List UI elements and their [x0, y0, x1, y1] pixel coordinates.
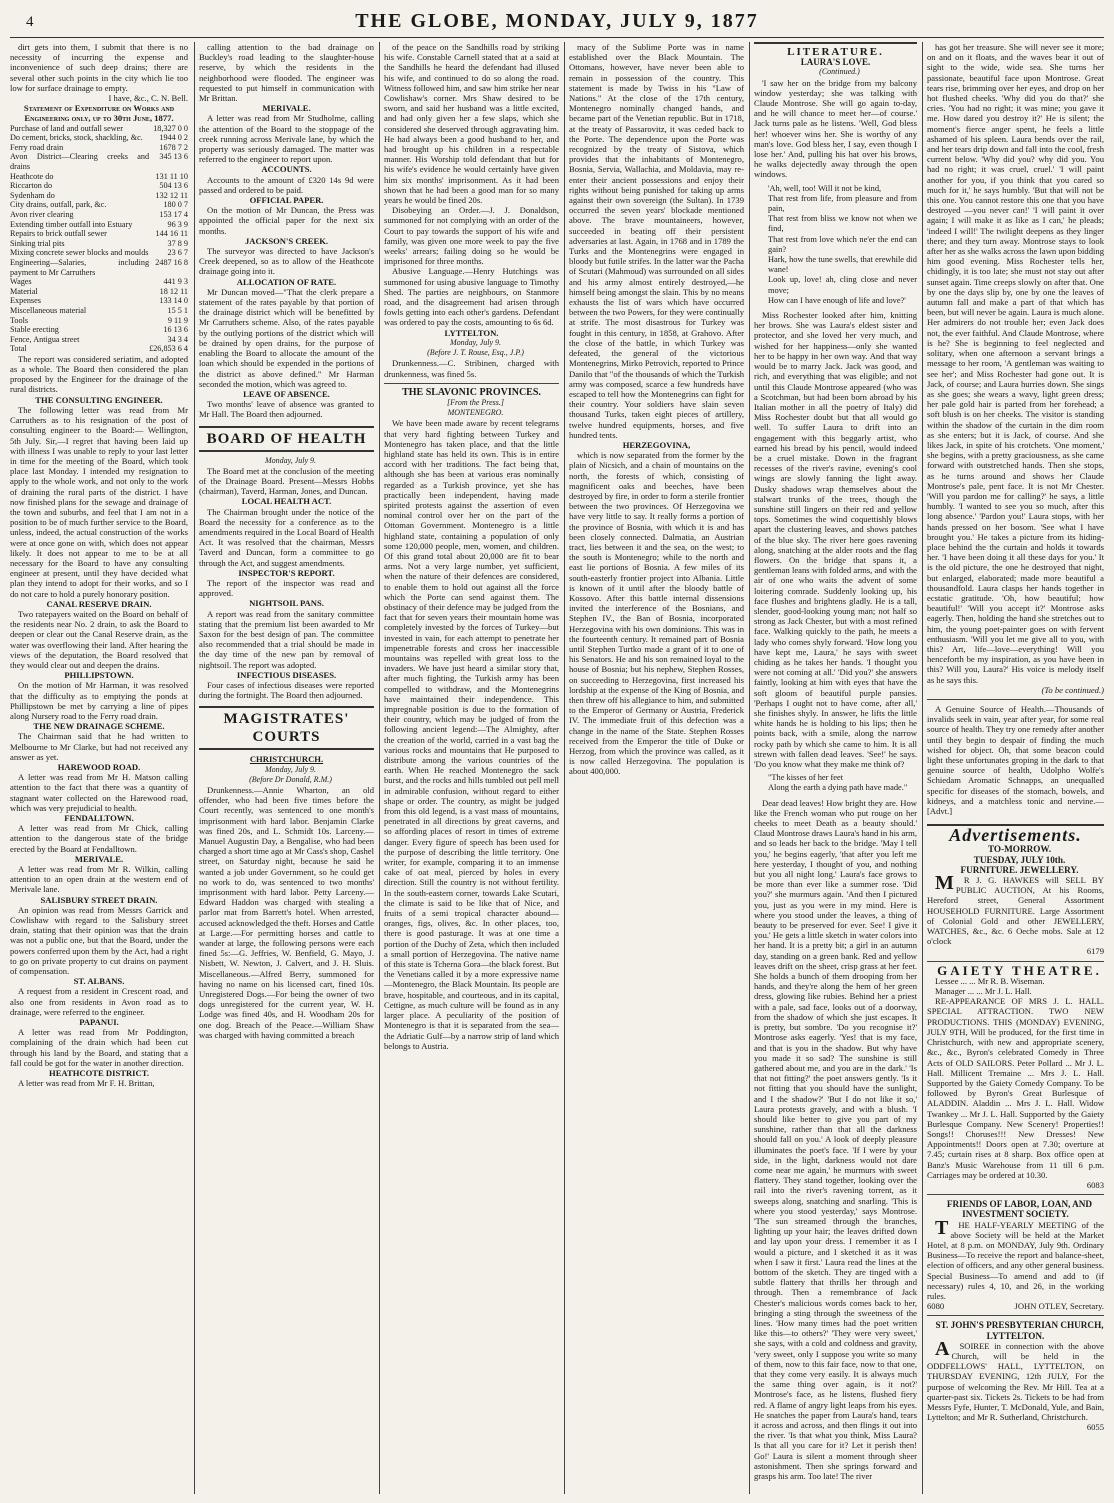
table-row [10, 229, 188, 239]
table-cell-value: 131 11 10 [155, 171, 188, 181]
article-text: We have been made aware by recent telegrams that very hard fighting between Turkey and Montenegro has taken place, and that the little highland state has held its own. This is in entire accord with her traditions. The fact being that, although she has been at various eras nominally regarded as a Turkish province, yet she has practically been independent, having made spirited protests against the assertion of even nominal control over her on the part of the Ottoman Government. Montenegro is a little highland state, containing a population of only some 120,000 people, men, women, and children. Of this grand total about 20,000 are fit to bear arms. Not a very large number, yet sufficient, when the nature of their defences are considered, to enable them to hold out against all the force which the Porte can send against them. The obstinacy of their defence may be judged from the fact that for seven years their mountain home was completely invested by the forces of Turkey—but invested in vain, for each attempt to penetrate her impenetrable forests and cross her inaccessible mountains was repelled with great loss to the invaders. We have just heard a similar story that, after much fighting, the Turkish army has been compelled to withdraw, and the Montenegrins have maintained their independence. This impregnable position is due to the formation of their country, which may be judged of from the following ancient legend:—The Almighty, after the creation of the world, carried in a vast bag the various rocks and mountains that He purposed to distribute among the various countries of the earth. When He reached Montenegro the sack burst, and the rocks and hills tumbled out pell mell in admirable confusion, without regard to either shape or order. The country, as might be judged from this old legend, is a vast mass of mountains, penetrated in all directions by great caverns, and so affording places of resort in times of extreme danger. Every figure of speech has been used for the purpose of describing the little territory. One writer, for example, comparing it to an immense cake of oat meal, pierced by holes in every direction. Still the country is not without fertility. In the south-eastern corner, towards Lake Scutari, the climate is said to be like that of Nice, and fruits of a semi tropical character abound—oranges, figs, olives, &c. In other places, too, there is good pasturage. It was at one time a portion of the Duchy of Zeta, which then included a small portion of Herzegovina. The native name of this state is Tcherna Gora—the black forest. But the Venetians called it by a more expressive name—Montenegro, the Black Mountain. Its people are brave, hospitable, and courteous, and in its capital, Cettigne, as much culture will be found as in any larger place. A peculiarity of the position of Montenegro is that it is separated from the sea—the Adriatic Gulf—by a narrow strip of land which belongs to Austria. [384, 418, 559, 1051]
section-heading: CANAL RESERVE DRAIN. [46, 598, 152, 609]
table-cell-value: 345 13 6 [159, 152, 188, 162]
advert-number: 6055 [1086, 1422, 1104, 1433]
advert-text: A Genuine Source of Health.—Thousands of invalids seek in vain, year after year, for some real source of health. They try one remedy after another until they begin to despair of finding the much wished for object. Oh, that some beacon could light these unfortunates groping in the dark to that genuine source of health, Udolpho Wolfe's Schiedam Aromatic Schnapps, an unequalled specific for diseases of the stomach, bowels, and kidneys, and a matchless tonic and nervine.—[Advt.] [927, 704, 1104, 817]
poem-verse [768, 773, 917, 793]
article-text: Four cases of infectious diseases were reported during the fortnight. The Board then adjourned. [199, 679, 374, 701]
table-row [10, 152, 188, 171]
statement-title: Statement of Expenditure on Works and Engineering only, up to 30th June, 1877. [23, 103, 175, 124]
table-row [10, 172, 188, 182]
article-text: Abusive Language.—Henry Hutchings was summoned for using abusive language to Timothy Shed. The parties are neighbours, on Stanmore road, and the disagreement had arisen through fowls getting into each other's gardens. Defendant was ordered to pay the costs, amounting to 6s 6d. [384, 266, 559, 328]
masthead-rule [10, 37, 1104, 38]
verse-line: Along the earth a dying path have made." [768, 783, 908, 793]
table-cell-label: Engineering—Salaries, including payment to Mr Carruthers [10, 257, 150, 277]
advert-heading: TUESDAY, JULY 10th. [973, 854, 1066, 865]
section-heading: THE CONSULTING ENGINEER. [35, 394, 163, 405]
table-cell-label: Expenses [10, 296, 41, 306]
verse-line: "The kisses of her feet [768, 773, 844, 783]
table-row [10, 124, 188, 134]
advert-title: GAIETY THEATRE. [937, 962, 1102, 978]
table-cell-label: Purchase of land and outfall sewer [10, 123, 123, 133]
column-divider [564, 42, 565, 1494]
table-row [10, 143, 188, 153]
article-text: dirt gets into them, I submit that there is no necessity of incurring the expense and inconvenience of such deep drains; there are several other such points in the city which lie too low for surface drainage to empty. [10, 42, 188, 93]
column-2 [199, 42, 374, 1494]
advert-text: RE-APPEARANCE OF MRS J. L. HALL. SPECIAL ATTRACTION. TWO NEW PRODUCTIONS. THIS (MONDAY) EVENING, JULY 9TH, Will be produced, for the first time in Christchurch, with new and appropriate scenery, &c., &c., Byron's celebrated Comedy in Three Acts of OLD SAILORS. Peter Pollard ... Mr J. L. Hall. Millicent Tremaine ... Mrs J. L. Hall. Supported by the Gaiety Comedy Company. To be followed by Byron's Great Burlesque of ALADDIN. Aladdin ... Mrs J. L. Hall. Widow Twankey ... Mr J. L. Hall. Supported by the Gaiety Burlesque Company. New Scenery! Properties!! Songs!! Choruses!!! New Dresses! New Appointments!! Doors open at 7.30; overture at 7.45; curtain rises at 8 sharp. Box office open at Banz's Music Warehouse from 11 till 6 p.m. Carriages may be ordered at 10.30. [927, 996, 1104, 1180]
advert-heading: FRIENDS OF LABOR, LOAN, AND INVESTMENT SOCIETY. [946, 1199, 1093, 1220]
page-number: 4 [26, 14, 34, 30]
table-row [10, 316, 188, 326]
table-cell-value: 1678 7 2 [159, 142, 188, 152]
table-cell-label: Avon river clearing [10, 209, 74, 219]
article-text: A letter was read from Mr F. H. Brittan, [18, 1078, 155, 1089]
article-text: Accounts to the amount of £320 14s 9d were passed and ordered to be paid. [199, 174, 374, 195]
article-text: The Board met at the conclusion of the meeting of the Drainage Board. Present—Messrs Hobbs (chairman), Taverd, Harman, Jones, and Duncan. [199, 465, 374, 497]
section-heading: ACCOUNTS. [261, 164, 312, 175]
table-cell-label: Heathcote do [10, 171, 54, 181]
section-heading: LYTTELTON. [444, 327, 499, 338]
slavonic-title: THE SLAVONIC PROVINCES. [402, 386, 541, 398]
table-cell-label: Mixing concrete sewer blocks and moulds [10, 248, 149, 258]
column-divider [749, 42, 750, 1494]
advert-number: 6179 [1086, 946, 1104, 957]
advert-signature: JOHN OTLEY, Secretary. [1014, 1301, 1104, 1312]
continued-note: (To be continued.) [1041, 684, 1104, 695]
section-heading: FENDALLTOWN. [64, 813, 134, 824]
table-cell-value: 132 12 11 [155, 190, 188, 200]
article-text: which is now separated from the former by the plain of Nicsich, and a chain of mountains on the north, the forests of which, consisting of magnificent oaks and beeches, have been destroyed by fire, in order to form a sterile frontier between the two provinces. Of Herzegovina we have very little to say. It really forms a portion of the province of Bosnia, with which it is and has been closely connected. Dalmatia, an Austrian tract, lies between it and the sea, on the west; to the south is Montenegro; while to the north and east lie portions of Bosnia. A few miles of its south-easterly frontier project into Albania. Little is known of it until after the bloody battle of Kossovo. After this battle internal dissensions invited the interference of the Bosnians, and Stephen IV., the Ban of Bosnia, incorporated Herzegovina with his own dominions. This was in the fourteenth century. It remained part of Bosnia until Stephen Turtko made a grant of it to one of his Senators. He and his son remained loyal to the house of Bosnia; but his nephew, Stephen Rosses, on succeeding to Herzegovina, first increased his lordship at the expense of the King of Bosnia, and then threw off his allegiance to him, and submitted to the Emperor of Germany or Austria, Frederick IV. The immediate fruit of this defection was a change in the name of the State. Stephen Rosses received from the Emperor the title of Duke or Herzog, from which the province was called, as it is now called Herzegovina. The population is about 400,000. [569, 450, 744, 777]
table-cell-label: Sinking trial pits [10, 238, 65, 248]
table-cell-label: Avon District—Clearing creeks and drains [10, 152, 150, 171]
article-text: On the motion of Mr Harman, it was resolved that the difficulty as to emptying the ponds at Phillipstown be met by carrying a line of pipes along Nursery road to the Ferry road drain. [10, 680, 188, 721]
table-row [10, 191, 188, 201]
table-row [10, 335, 188, 345]
article-text: Drunkenness.—C. Stribinen, charged with drunkenness, was fined 5s. [384, 358, 559, 379]
story-title: LAURA'S LOVE. [800, 57, 871, 68]
table-row [10, 306, 188, 316]
masthead [0, 8, 1114, 34]
separator [927, 699, 1104, 700]
table-cell-value: 37 8 9 [167, 238, 188, 248]
column-3 [384, 42, 559, 1494]
advert-text: MR J. G. HAWKES will SELL BY PUBLIC AUCTION, At his Rooms, Hereford street, General Assortment HOUSEHOLD FURNITURE. Large Assortment of Colonial Gold and other JEWELLERY, WATCHES, &c., &c. 6 Oeche mobs. Sale at 12 o'clock [927, 872, 1104, 947]
magistrates-courts-title: MAGISTRATES' COURTS [199, 706, 374, 750]
advert-line: Lessee ... ... Mr R. B. Wiseman. [935, 975, 1045, 986]
advert-number: 6083 [1086, 1179, 1104, 1190]
article-text: An opinion was read from Messrs Garrick and Cowlishaw with regard to the Salisbury street drain, stating that their opinion was that the drain was not a public one, but that the Board, under the powers conferred upon them by the Act, had a right to go on private property to cut drains on payment of compensation. [10, 904, 188, 977]
table-cell-value: 153 17 4 [159, 209, 188, 219]
verse-line: That rest from life, from pleasure and from pain, [768, 193, 917, 214]
table-cell-value: 34 3 4 [167, 334, 188, 344]
table-cell-label: Tools [10, 315, 29, 325]
table-cell-value: 23 6 7 [167, 248, 188, 258]
table-row [10, 239, 188, 249]
section-heading: MONTENEGRO. [447, 408, 504, 418]
table-cell-value: 16 13 6 [163, 325, 188, 335]
newspaper-title: THE GLOBE, MONDAY, JULY 9, 1877 [355, 10, 759, 32]
section-heading: MERIVALE. [74, 853, 124, 864]
article-text: A letter was read from Mr R. Wilkin, calling attention to an open drain at the western end of Merivale lane. [10, 864, 188, 895]
article-text: The following letter was read from Mr Carruthers as to his resignation of the post of consulting engineer to the Board:— Wellington, 5th July. Sir,—I regret that having been laid up with illness I was unable to reply to your last letter in time for the meeting of the Board, which took place last Monday. I intended my resignation to apply to the whole work, and not only to the work of draining the rural parts of the district. I have now finished plans for the sewage and drainage of the town and suburbs, and feel that I am not in a position to be of much further service to the Board, unless, indeed, the actual construction of the works were at once gone on with, which does not appear likely. It does not appear to me to be at all necessary for the Board to have any consulting engineer at present, until they have decided what plan they intend to adopt for their works, and so I do not care to hold a purely honorary position. [10, 404, 188, 599]
advert-footer [927, 1301, 1104, 1311]
section-heading: HERZEGOVINA, [622, 439, 691, 450]
article-text: calling attention to the bad drainage on Buckley's road leading to the slaughter-house reserve, by which the residents in the neighborhood were flooded. The engineer was requested to put himself in communication with Mr Brittan. [199, 42, 374, 104]
date-line: Monday, July 9. [264, 764, 317, 774]
article-text: 'I saw her on the bridge from my balcony window yesterday; she was talking with Claude Montrose. She will go again to-day, and he will chance to meet her—of course.' Jack turns pale as he listens. 'Well, God bless her! whoever wins her. She is worthy of any man's love. God bless her, I say, even though I lose her.' And, pulling his hat over his brows, he walks dejectedly away through the open windows. [754, 77, 917, 180]
verse-line: How can I have enough of life and love?' [768, 295, 906, 305]
column-6 [927, 42, 1104, 1494]
advert-number: 6080 [927, 1301, 945, 1312]
section-heading: CHRISTCHURCH. [249, 754, 324, 765]
table-cell-label: Miscellaneous material [10, 305, 87, 315]
table-cell-value: 441 9 3 [163, 277, 188, 287]
article-text: Two ratepayers waited on the Board on behalf of the residents near No. 2 drain, to ask the Board to deepen or clear out the Canal Reserve drain, as the water was overflowing their land. After hearing the views of the deputation, the Board resolved that they would clear out and deepen the drains. [10, 608, 188, 670]
expenditure-table [10, 124, 188, 354]
table-cell-value: 15 5 1 [167, 305, 188, 315]
section-heading: LEAVE OF ABSENCE. [243, 388, 330, 399]
article-text: macy of the Sublime Porte was in name established over the Black Mountain. The Ottomans, however, have never been able to remain in possession of the country. This statement is made by Twiss in his "Law of Nations." At the close of the 17th century, Montenegro nominally changed hands, and became part of the Venetian republic. But in 1718, at the treaty of Passarovitz, it was ceded back to the Porte. The dependence upon the Porte was recognized by the treaty of Sistova, which provides that the inhabitants of Montenegro, Bosnia, Servia, Wallachia, and Moldavia, may re-enter their ancient possessions and enjoy their rights without being punished for taking up arms against their own sovereign (the Sultan). In 1739 occurred the seven years' blockade mentioned above. The brave mountaineers, however, succeeded in beating off their persistent adversaries at last. Again, in 1768 and in 1789 the Turks and the Montenegrins were engaged in bloody but futile strifes. In the latter war the Pacha of Scutari (Mahmoud) was surrounded on all sides and his army almost entirely destroyed,—he himself being amongst the slain. This by no means exhausts the list of wars which have occurred between the two Powers, for they were continually at strife. The most disastrous for Turkey was fought in this century, in 1858, at Grahovo. After the close of the battle, in which Turkey was defeated, the general of the victorious Montenegrins, Mirko Petrovich, reported to Prince Danilo that "of the thousands of which the Turkish army was composed, scarce a few hundreds have escaped to tell how the Montenegrins can fight for their country. Your soldiers have slain seven thousand Turks, taken eight pieces of artillery, twelve hundred equipments, horses, and five hundred tents. [569, 42, 744, 440]
column-1 [10, 42, 188, 1494]
verse-line: Look up, love! ah, cling close and never move; [768, 275, 917, 295]
table-row [10, 248, 188, 258]
column-divider [922, 42, 923, 1494]
article-text: The report was considered seriatim, and adopted as a whole. The Board then considered the plan proposed by the Engineer for the drainage of the rural districts. [10, 353, 188, 395]
table-row [10, 133, 188, 143]
separator [927, 961, 1104, 962]
table-row [10, 277, 188, 287]
section-heading: THE NEW DRAINAGE SCHEME. [33, 721, 165, 732]
table-cell-value: 1944 0 2 [159, 133, 188, 143]
separator [927, 1194, 1104, 1195]
article-text: Dear dead leaves! How bright they are. How like the French woman who put rouge on her cheeks to meet Death as a beauty should.' Claud Montrose draws Laura's hand in his arm, and so leads her back to the bridge. 'May I tell you,' he begins eagerly, 'that after you left me here yesterday, I thought of you, and nothing but you all night long.' Laura's face grows to be more than ever like a summer rose. 'Did you?' she murmurs again. 'And then I pictured you, just as you were in my mind. Here is where you stood under the leaves, a thing of beauty to be preserved for ever. See! I give it you.' He gets a little sketch in water colors into her hand. It is a pretty bit; a girl in an autumn day, standing on a green bank. Red and yellow leaves drift on the sheet, crisp grass at her feet. She holds a bunch of them drooping from her hands, and they're along the hem of her green dress, glowing like rubies. Behind her a priest with a pale, sad face, looks out of a doorway, from the shadow of which she just escapes. It is pretty, but sombre. 'Do you recognise it?' Montrose asks eagerly. 'Yes! that is my face, and that is you in the shadow. But why have you made it so sad? The sunshine is still gathered about me, and you are in the dark.' 'Is that not fitting?' the poet answers gently. 'Is it not fitting that you should have the sunlight, and I the shadow?' 'But I do not like it so,' Laura protests gravely, and with a blush. 'I should like better to give you part of my sunshine, rather than that all the darkness should fall on you.' A look of deeply pleasure illuminates the poet's face. 'If I were by your side, in the light, darkness would not dare come near me again,' he murmurs with sweet flattery. They stand together, looking over the rail into the river's ravening torrent, as it sweeps along, snatching and snarling. 'This is where you stood yesterday,' says Montrose. 'The sun streamed through the branches, lighting up your hair; the leaves drifted down and lay upon your dress. I remember it as I would a picture, and I sketched it as it was when I saw it first.' Laura read the lines at the bottom of the sketch. They are tinged with a subtle flattery that thrills her through and through. Then a remembrance of Jack Chester's malicious words comes back to her, bringing a sting through the sweetness of the lines. 'How many times had the poet written like this—to others?' 'They were very sweet,' she says, with a cold and coldness and gravity, 'very sweet, only I suppose you write so many of them, now to this fair face, now to that one, that they come very easily. It is always much the same thing over again, is it not?' Montrose's face, as he listens, flushed fiery red. A flame of angry light leaps from his eyes. He snatches the paper from Laura's hand, tears it across and across, and then flings it out into the river. 'Is that what you think, Miss Laura? Is that all you care for it? Let it perish then! Go!' Laura is silent a moment through sheer astonishment. Then she springs forward and grasps his arm. Too late! The river [754, 797, 917, 1482]
section-heading: INSPECTOR'S REPORT. [238, 567, 335, 578]
literature-heading: LITERATURE. [754, 42, 917, 57]
advert-text: THE HALF-YEARLY MEETING of the above Society will be held at the Market Hotel, at 8 p.m. on MONDAY, July 9th. Ordinary Business—To receive the report and balance-sheet, election of officers, and any other general business. Special Business—To amend and add to (if necessary) rules 4, 10, and 26, in the working rules. [927, 1216, 1104, 1301]
table-row [10, 220, 188, 230]
article-text: Miss Rochester looked after him, knitting her brows. She was Laura's eldest sister and protector, and she loved her very much, and wished for her happiness—only she wanted her to be happy in her own way. And that way would be to marry Jack. Jack was good, and rich, and everything that was eligible; and not until this Claude Montrose appeared (who was a Scotchman, but had been born abroad by his Italian mother in all the poetry of Italy) did Miss Rochester doubt but that all would go well. To suffer Laura to drift into an engagement with this beggarly artist, who earned his bread by his pencil, would indeed be a cruel mistake. Down in the fragrant recesses of the river's ravine, evening's cool wings are slowly fanning the light away. Dusky shadows wrap themselves about the stalwart trunks of the trees, though the sunshine still lingers on their red and yellow tops. Sometimes the wind coquettishly blows apart the clustering leaves, and shows patches of the blue sky. The river here goes ravening along, snatching at the alder roots and the flag flowers. On the bridge that spans it, a gentleman leans with folded arms, and with the air of one who waits the advent of some loitering comrade. Suddenly looking up, his face flushes and brightens gladly. He is a tall, slender, good-looking young man; not half so strong as Jack Chester, but with a most refined face. Walking quickly to the path, he meets a lady who comes shyly forward. 'How long you have kept me, Laura,' he says with sweet chiding as he takes her hands. 'I thought you were not coming at all.' 'Did you?' she answers faintly, looking at him with eyes that have the soft gloom of beautiful purple pansies. 'Perhaps I ought not to have come, after all,' she finishes shyly. In answer, he lifts the little white hands he is holding to his lips; then he points back, with a smile, along the narrow rocky path by which she came to him. It is all strewn with fallen dead leaves. 'See!' he says. 'Do you know what they make me think of? [754, 310, 917, 770]
column-4 [569, 42, 744, 1494]
table-cell-label: Stable erecting [10, 325, 59, 335]
article-text: Disobeying an Order.—J. J. Donaldson, summoned for not complying with an order of the Court to pay towards the support of his wife and family, was given one more week to pay the five weeks' arrears; failing doing so he would be imprisoned for three months. [384, 205, 559, 267]
article-text: The Chairman brought under the notice of the Board the necessity for a conference as to the amendments required in the Local Board of Health Act. It was resolved that the chairman, Messrs Taverd and Duncan, form a committee to go through the Act, and suggest amendments. [199, 506, 374, 568]
advert-heading: ST. JOHN'S PRESBYTERIAN CHURCH, LYTTELTON. [935, 1320, 1104, 1341]
section-heading: SALISBURY STREET DRAIN. [40, 894, 158, 905]
table-cell-label: Repairs to brick outfall sewer [10, 229, 107, 239]
article-text: A request from a resident in Crescent road, and also one from residents in Avon road as to drainage, were referred to the engineer. [10, 986, 188, 1017]
table-cell-value: 18 12 11 [159, 286, 188, 296]
article-text: A letter was read from Mr Chick, calling attention to the dangerous state of the bridge erected by the Board at Fendalltown. [10, 823, 188, 854]
table-row [10, 181, 188, 191]
article-text: A report was read from the sanitary committee stating that the premium list been awarded to Mr Saxon for the best design of pan. The committee also recommended that a trial should be made in the day time of the new pan by removal of nightsoil. The report was adopted. [199, 608, 374, 670]
table-cell-value: 9 11 9 [167, 315, 188, 325]
table-row [10, 296, 188, 306]
table-cell-value: 180 0 7 [163, 200, 188, 210]
poem-verse [768, 184, 917, 306]
table-row [10, 210, 188, 220]
advert-heading: FURNITURE. JEWELLERY. [960, 864, 1079, 875]
table-cell-label: Total [10, 344, 27, 354]
board-of-health-title: BOARD OF HEALTH [199, 426, 374, 452]
table-cell-value: £26,853 6 4 [149, 344, 188, 354]
article-text: A letter was read from Mr Studholme, calling the attention of the Board to the stoppage of the creek running across Merivale lane, by which the property was seriously damaged. The matter was referred to the engineer to report upon. [199, 113, 374, 165]
date-line: Monday, July 9. [264, 455, 317, 465]
column-divider [379, 42, 380, 1494]
separator [384, 383, 559, 384]
article-text: The report of the inspector was read and approved. [199, 577, 374, 599]
verse-line: That rest from love which ne'er the end can gain? [768, 234, 917, 254]
table-cell-label: Material [10, 286, 38, 296]
table-cell-label: Do cement, bricks, stock, shackling, &c. [10, 133, 143, 143]
article-text: Drunkenness.—Annie Wharton, an old offender, who had been five times before the Court recently, was sentenced to one month's imprisonment with hard labor. Benjamin Clarke was fined 20s, and L. Schmidt 10s. Larceny.—Manuel Augustin Day, a Bengalise, who had been charged a short time ago at Mr Cass's shop, Cashel street, on Saturday night, because he said he wanted a job under Government, so he could get no work to do, was sentenced to two months' imprisonment with hard labor. Petty Larceny.—Edward Haddon was charged with stealing a parlor mat from Barrett's hotel. When arrested, accused acknowledged the theft. Horses and Cattle at Large.—For permitting horses and cattle to wander at large, the following persons were each fined 5s:—G. Jeffries, W. Benfield, G. Mayo, J. Nisbett, W. Newton, J. Calvert, and J. H. Sluis. Miscellaneous.—Alfred Berry, summoned for having no name on his licensed cart, fined 10s. Unregistered Dogs.—For being the owner of two dogs unregistered for the current year, W. H. Lodge was fined 40s, and H. Woodham 20s for one dog. Breach of the Peace.—William Shaw was charged with having committed a breach [199, 785, 374, 1040]
advert-line: Manager ... ... Mr J. L. Hall. [935, 986, 1032, 997]
article-text: The Chairman said that he had written to Melbourne to Mr Clarke, but had not received any answer as yet. [10, 731, 188, 762]
verse-line: That rest from bliss we know not when we find, [768, 214, 917, 234]
table-cell-value: 144 16 11 [155, 229, 188, 239]
article-text: On the motion of Mr Duncan, the Press was appointed the official paper for the next six months. [199, 205, 374, 236]
table-row [10, 287, 188, 297]
column-divider [194, 42, 195, 1494]
table-cell-value: 2487 16 8 [155, 257, 188, 267]
verse-line: Hark, how the tune swells, that erewhile did wane! [768, 255, 917, 275]
article-text: Mr Duncan moved—"That the clerk prepare a statement of the rates payable by that portion of the drainage district which will be benefitted by Mr Carruthers scheme. Also, of the rates payable by the outlying portions of the district which will be drained by open drains, for the purpose of enabling the Board to allocate the amount of the loan which should be expended in the portions of the district as above defined." Mr Harman seconded the motion, which was agreed to. [199, 286, 374, 389]
advert-heading: TO-MORROW. [987, 844, 1052, 855]
article-text: of the peace on the Sandhills road by striking his wife. Constable Carnell stated that at a said at the Sandhills he heard the defendant had illused his wife, and continued to do so along the road. Witness followed him, and saw him strike her near Cowlishaw's corner. Mrs Shaw desired to be sworn, and said her husband was a little excited, and had only given her a few slaps, which she considered she deserved through aggravating him. He had always been a good husband to her, and had brought up his children in a respectable manner. His Worship told defendant that but for his wife's evidence he would certainly have given him six months' imprisonment. As it had been shown that he had been a good man for so many years he would be fined 20s. [384, 42, 559, 206]
section-heading: NIGHTSOIL PANS. [249, 598, 324, 609]
table-cell-label: Sydenham do [10, 190, 55, 200]
section-heading: JACKSON'S CREEK. [244, 235, 329, 246]
section-heading: PAPANUI. [79, 1017, 119, 1028]
source-line: [From the Press.] [447, 397, 504, 407]
advertisements-heading: Advertisements. [927, 824, 1104, 840]
table-cell-label: City drains, outfall, park, &c. [10, 200, 107, 210]
advert-text: ASOIREE in connection with the above Church, will be held in the ODDFELLOWS' HALL, LYTTELTON, on THURSDAY EVENING, 12th JULY, For the purpose of welcoming the Rev. Mr Hill. Tea at a quarter-past six. Tickets 2s. Tickets to be had from Messrs Fyfe, Hunter, T. McDonald, Yule, and Bain, Lyttelton; and Mr R. Sutherland, Christchurch. [927, 1337, 1104, 1423]
section-heading: LOCAL HEALTH ACT. [241, 496, 332, 507]
section-heading: HEATHCOTE DISTRICT. [49, 1068, 149, 1079]
section-heading: ALLOCATION OF RATE. [236, 276, 337, 287]
continued-note: (Continued.) [819, 67, 860, 77]
table-row [10, 325, 188, 335]
table-cell-label: Fence, Antigua street [10, 334, 80, 344]
before-line: (Before J. T. Rouse, Esq., J.P.) [427, 348, 524, 358]
table-cell-label: Ferry road drain [10, 142, 64, 152]
section-heading: HAREWOOD ROAD. [57, 762, 141, 772]
article-text: A letter was read from Mr Poddington, complaining of the drain which had been cut through his land by the Board, and stating that a fall could be got for the water in another direction. [10, 1027, 188, 1068]
table-cell-value: 504 13 6 [159, 181, 188, 191]
signature: I have, &c., C. N. Bell. [108, 93, 188, 104]
table-row [10, 344, 188, 354]
section-heading: ST. ALBANS. [73, 976, 125, 987]
section-heading: OFFICIAL PAPER. [249, 195, 324, 206]
date-line: Monday, July 9. [449, 337, 502, 347]
article-text: The surveyor was directed to have Jackson's Creek deepened, so as to allow of the Heathcote drainage going into it. [199, 246, 374, 277]
table-cell-value: 96 3 9 [167, 219, 188, 229]
table-cell-label: Extending timber outfall into Estuary [10, 219, 133, 229]
separator [927, 1315, 1104, 1316]
section-heading: MERIVALE. [262, 103, 311, 114]
table-row [10, 258, 188, 277]
article-text: A letter was read from Mr H. Matson calling attention to the fact that there was a quantity of stagnant water collected on the Harewood road, which was very prejudicial to health. [10, 772, 188, 813]
verse-line: 'Ah, well, too! Will it not be kind, [768, 183, 882, 193]
section-heading: INFECTIOUS DISEASES. [236, 669, 337, 680]
article-text: Two months' leave of absence was granted to Mr Hall. The Board then adjourned. [199, 399, 374, 420]
article-text: has got her treasure. She will never see it more; on and on it floats, and the waves bear it out of sight to the wide, wide sea. She turns her passionate, beautiful face upon Montrose. Great tears rise, brimming over her eyes, and drop on her hot flushed cheeks. 'Why did you do that?' she cries. 'You had no right; it was mine; you gave it me. How dared you destroy it?' He is silent; the moment's fierce anger spent, he feels a little ashamed of his spleen. Laura bends over the rail, and her tears drip down and fall into the cool, fresh current below. 'Why did you? why did you. You had no right; it was cruel, cruel.' 'I will paint another for you, if you think that you cared so much for it,' he says humbly. 'But that will not be this one. You cannot restore this one that you have destroyed —you never can!' 'I will paint it over again; I will make it as like as I can,' he pleads; 'indeed I will!' The twilight deepens as they linger there; and they turn away. Montrose stays to look after her as she walks across the lawn upon bidding him good evening. Miss Rochester tells her, chidingly, it is too late; she must not stay out after sunset again. Time creeps slowly on after that. One by one the days slip by, one by one the leaves of autumn fall and make a part of that which has been, but will never be again. Laura is much alone. Her admirers do not trouble her; even Jack does not, the ever faithful. And Claude Montrose, where is he? She is beginning to feel neglected and solitary, when one afternoon a servant brings a message to her room, 'A gentleman was waiting to see her'; and Miss Rochester had gone out. It is Jack, of course; and Laura hurries down. She sings as she goes; she wears a wavy, light green dress; her pale gold hair is parted from her forehead; a soft blush is on her cheeks. The visitor is standing within the shadow of the curtain in the dim room as she enters; but it is Jack, of course. And she likes Jack, in spite of his crotchets. 'One moment,' she begins, with a pretty graciousness, as she came forward with outstretched hands. Then she stops, as he turns around and shows her Claude Montrose's pale, pent face. It is not Mr Chester. 'Will you pardon me for calling?' he says, a little humbly. 'I wanted to see you so much, after this long absence.' 'Pardon you!' Laura stops, with her hands pressed on her bosom. 'See what I have brought you.' He takes a picture from its hiding-place behind the the curtain and holds it towards her. 'I have been doing it all these days for you.' It is the old picture, the one he destroyed that night, but enlarged, elaborated; made more beautiful a thousandfold. Laura clasps her hands together in ecstatic gratitude. 'Oh, how beautiful; how beautiful!' 'Will you accept it?' Montrose asks eagerly. Then, holding the hand she stretches out to him, the young poet-painter goes on with fervent enthusiasm. 'Will you let me give all to you, with this? Art, life—love—everything! Will you henceforth be my inspiration, as you have been in this? Will you, Laura?' His voice is melody itself as he says this. [927, 42, 1104, 685]
before-line: (Before Dr Donald, R.M.) [249, 774, 332, 784]
section-heading: PHILLIPSTOWN. [64, 670, 134, 681]
table-cell-value: 18,327 0 0 [153, 123, 188, 133]
column-5 [754, 42, 917, 1494]
table-cell-label: Riccarton do [10, 181, 53, 191]
table-row [10, 200, 188, 210]
table-cell-label: Wages [10, 277, 32, 287]
table-cell-value: 133 14 0 [159, 296, 188, 306]
